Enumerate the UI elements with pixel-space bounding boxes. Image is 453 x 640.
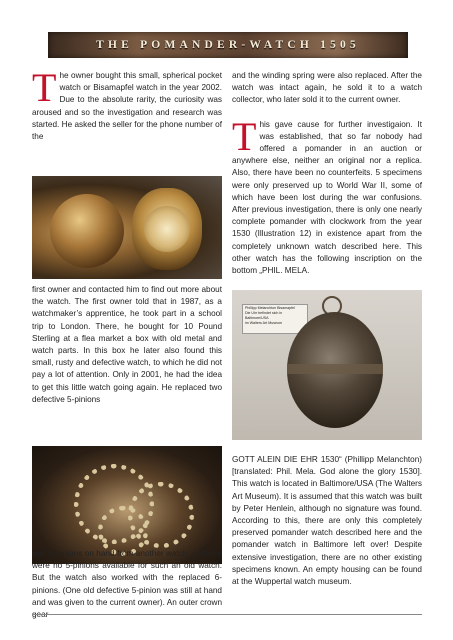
photo-watch-movement xyxy=(32,446,222,564)
intro-text: he owner bought this small, spherical pocket watch or Bisamapfel watch in the year 2002. Due to the absolute rarity, the curiosity was aroused and so the investigation and research was started. He asked the seller for the phone number of the xyxy=(32,71,222,142)
caption-line: Die Uhr befindet sich in Baltimore/USA xyxy=(245,311,283,320)
investigation-paragraph xyxy=(232,113,422,278)
drop-cap: T xyxy=(32,65,57,110)
left-column-intro xyxy=(32,65,222,143)
photo-caption-label xyxy=(242,304,308,334)
right-column-top xyxy=(232,70,422,277)
photo-baltimore-pomander xyxy=(232,290,422,440)
repair-paragraph: with 6-pinions on hand from another watch, as there were no 5-pinions available for such an old watch. But the watch also worked with the replaced 6-pinions. (One old defective 5-pinion was still at hand and was given to the current owner). An outer crown xyxy=(32,549,222,607)
story-paragraph: first owner and contacted him to find out more about the watch. The first owner told that in 1987, as a watchmaker’s apprentice, he took part in a school trip to London. There, he bought for 10 Pound Sterling at a flea market a box with old metal and watch parts. In this box he later also found this small, rusty and defective watch, to which he did not pay a lot of attention. Only in 2001, he had the idea to get this little watch going again. He replaced two defective 5-pinions xyxy=(32,285,222,404)
watch-case-half xyxy=(50,194,124,268)
page-title: THE POMANDER-WATCH 1505 xyxy=(96,39,360,51)
left-column-story xyxy=(32,284,222,406)
sale-paragraph: and the winding spring were also replaced. After the watch was intact again, he sold it to a watch collector, who later sold it to the current owner. xyxy=(232,71,422,105)
investigation-text: his gave cause for further investigaion. It was established, that so far nobody had offered a pomander in an auction or anywhere else, neither an original nor a replica. Also, there have been no counterfeits. 5 specimens were only preserved up to World War II, some of which have been lost during the war confusions. After previous investigation, there is only one nearly complete pomander with clockwork from the year 1530 (Illustration 12) in existence apart from the completely unknown watch described here. This other watch has the following inscription on the bottom „PHIL. MELA. xyxy=(232,119,422,276)
pomander-band xyxy=(287,364,383,374)
caption-line: Phillipp Melanchton Bisamapfel xyxy=(245,306,295,310)
baltimore-paragraph: GOTT ALEIN DIE EHR 1530“ (Phillipp Melanchton) [translated: Phil. Mela. God alone the glory 1530]. This watch is located in Baltimore/USA (The Walters Art Museum). It is assumed that this watch was built by Peter Henlein, although no signature was found. According to this, there are only this completely preserved pomander watch described here and the pomander watch in Baltimore left over! Despite extensive investigation, there are no other existing specimens known. An empty housing can be found at the Wuppertal watch museum. xyxy=(232,455,422,587)
title-banner xyxy=(48,32,408,58)
photo-opened-pomander-watch xyxy=(32,176,222,279)
watch-dial xyxy=(144,206,190,252)
right-column-bottom xyxy=(232,454,422,588)
caption-line: im Walters Art Museum xyxy=(245,321,283,325)
intro-paragraph xyxy=(32,65,222,143)
left-column-repair xyxy=(32,548,222,621)
drop-cap: T xyxy=(232,113,257,159)
footer-divider xyxy=(32,614,422,615)
